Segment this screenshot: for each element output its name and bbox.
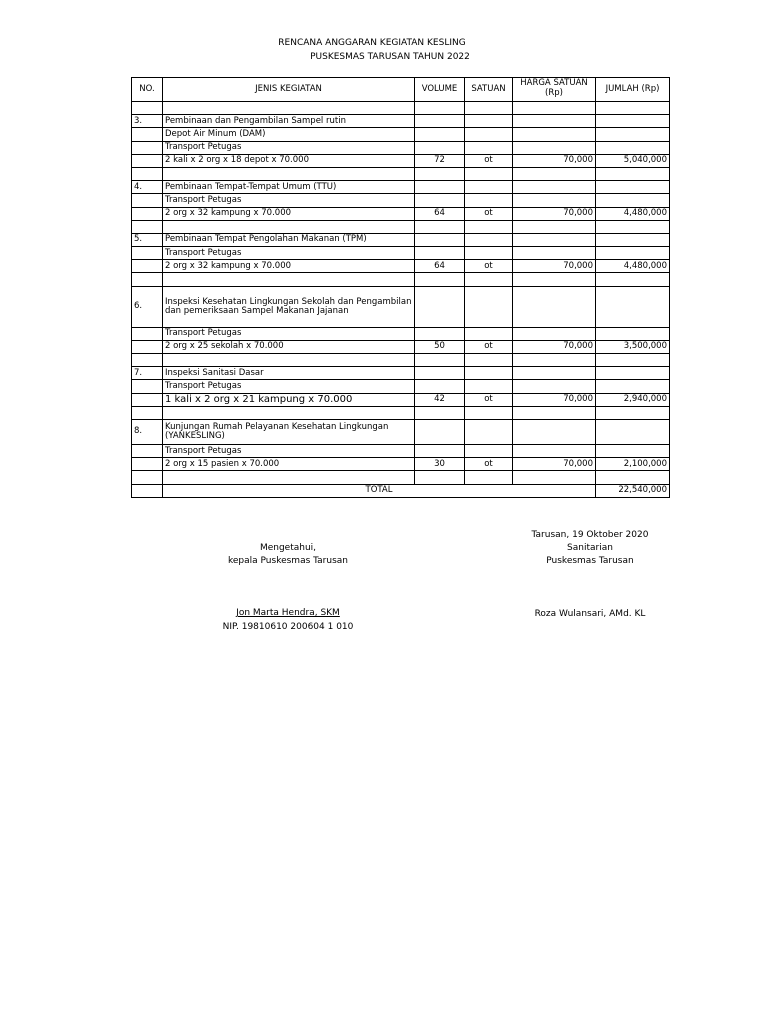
cell-no: 6. [132, 286, 163, 327]
header-harga-line1: HARGA SATUAN [520, 78, 588, 88]
cell-jenis: Transport Petugas [163, 380, 415, 393]
signature-right-office: Puskesmas Tarusan [546, 556, 634, 566]
spacer-row [132, 167, 670, 180]
cell-satuan: ot [465, 260, 513, 273]
header-volume: VOLUME [415, 78, 465, 102]
cell-harga: 70,000 [513, 207, 596, 220]
signature-left-nip: NIP. 19810610 200604 1 010 [222, 622, 354, 632]
total-label: TOTAL [163, 484, 596, 497]
cell-satuan: ot [465, 458, 513, 471]
signature-left-office: kepala Puskesmas Tarusan [228, 556, 348, 566]
table-row [132, 286, 670, 327]
table-row [132, 194, 670, 207]
table-row [132, 458, 670, 471]
table-header-row [132, 78, 670, 102]
cell-jenis: 2 kali x 2 org x 18 depot x 70.000 [163, 154, 415, 167]
header-harga-satuan [513, 78, 596, 102]
cell-jumlah: 2,940,000 [596, 393, 670, 406]
spacer-row [132, 102, 670, 115]
cell-volume: 30 [415, 458, 465, 471]
table-row [132, 419, 670, 444]
document-title: RENCANA ANGGARAN KEGIATAN KESLING [278, 38, 466, 48]
table-row [132, 207, 670, 220]
cell-jenis: 2 org x 15 pasien x 70.000 [163, 458, 415, 471]
cell-jenis: Transport Petugas [163, 194, 415, 207]
cell-harga: 70,000 [513, 458, 596, 471]
cell-no: 4. [132, 181, 163, 194]
cell-jumlah: 3,500,000 [596, 340, 670, 353]
cell-harga: 70,000 [513, 260, 596, 273]
cell-harga: 70,000 [513, 154, 596, 167]
cell-jenis: Transport Petugas [163, 141, 415, 154]
cell-volume: 64 [415, 260, 465, 273]
table-row [132, 367, 670, 380]
cell-jumlah: 5,040,000 [596, 154, 670, 167]
header-jumlah: JUMLAH (Rp) [596, 78, 670, 102]
signature-left-label: Mengetahui, [259, 543, 317, 553]
cell-jenis: Pembinaan dan Pengambilan Sampel rutin [163, 115, 415, 128]
signature-right-role: Sanitarian [567, 543, 613, 553]
cell-no: 5. [132, 233, 163, 246]
cell-jenis: Inspeksi Kesehatan Lingkungan Sekolah dan Pengambilan dan pemeriksaan Sampel Makanan Jajanan [163, 286, 415, 327]
cell-jumlah: 2,100,000 [596, 458, 670, 471]
cell-harga: 70,000 [513, 393, 596, 406]
cell-jenis: Transport Petugas [163, 444, 415, 457]
cell-no: 3. [132, 115, 163, 128]
cell-jenis: Kunjungan Rumah Pelayanan Kesehatan Lingkungan (YANKESLING) [163, 419, 415, 444]
cell-jenis: Pembinaan Tempat Pengolahan Makanan (TPM) [163, 233, 415, 246]
table-row [132, 393, 670, 406]
spacer-row [132, 273, 670, 286]
cell-jenis: Transport Petugas [163, 327, 415, 340]
cell-jenis: Transport Petugas [163, 247, 415, 260]
header-satuan: SATUAN [465, 78, 513, 102]
cell-jumlah: 4,480,000 [596, 260, 670, 273]
cell-jenis: Inspeksi Sanitasi Dasar [163, 367, 415, 380]
header-jenis-kegiatan: JENIS KEGIATAN [163, 78, 415, 102]
table-row [132, 340, 670, 353]
spacer-row [132, 471, 670, 484]
cell-satuan: ot [465, 154, 513, 167]
document-subtitle: PUSKESMAS TARUSAN TAHUN 2022 [310, 52, 470, 62]
cell-no: 7. [132, 367, 163, 380]
cell-volume: 64 [415, 207, 465, 220]
table-row [132, 233, 670, 246]
signature-left-name: Jon Marta Hendra, SKM [236, 608, 340, 618]
header-no: NO. [132, 78, 163, 102]
cell-volume: 42 [415, 393, 465, 406]
signature-date: Tarusan, 19 Oktober 2020 [531, 530, 649, 540]
table-row [132, 115, 670, 128]
table-row [132, 141, 670, 154]
table-row [132, 154, 670, 167]
cell-jenis: 1 kali x 2 org x 21 kampung x 70.000 [163, 393, 415, 406]
table-row [132, 128, 670, 141]
cell-jenis: 2 org x 32 kampung x 70.000 [163, 260, 415, 273]
table-row [132, 181, 670, 194]
header-harga-line2: (Rp) [545, 88, 563, 98]
table-row [132, 444, 670, 457]
spacer-row [132, 406, 670, 419]
table-row [132, 247, 670, 260]
cell-satuan: ot [465, 207, 513, 220]
cell-volume: 50 [415, 340, 465, 353]
cell-jumlah: 4,480,000 [596, 207, 670, 220]
cell-jenis: 2 org x 25 sekolah x 70.000 [163, 340, 415, 353]
table-row [132, 260, 670, 273]
cell-no: 8. [132, 419, 163, 444]
signature-right-name: Roza Wulansari, AMd. KL [534, 609, 646, 619]
budget-table [131, 77, 670, 498]
cell-volume: 72 [415, 154, 465, 167]
cell-satuan: ot [465, 393, 513, 406]
table-row [132, 327, 670, 340]
cell-harga: 70,000 [513, 340, 596, 353]
total-value: 22,540,000 [596, 484, 670, 497]
spacer-row [132, 354, 670, 367]
cell-satuan: ot [465, 340, 513, 353]
cell-jenis: Pembinaan Tempat-Tempat Umum (TTU) [163, 181, 415, 194]
cell-jenis: Depot Air Minum (DAM) [163, 128, 415, 141]
spacer-row [132, 220, 670, 233]
total-row [132, 484, 670, 497]
table-row [132, 380, 670, 393]
cell-jenis: 2 org x 32 kampung x 70.000 [163, 207, 415, 220]
